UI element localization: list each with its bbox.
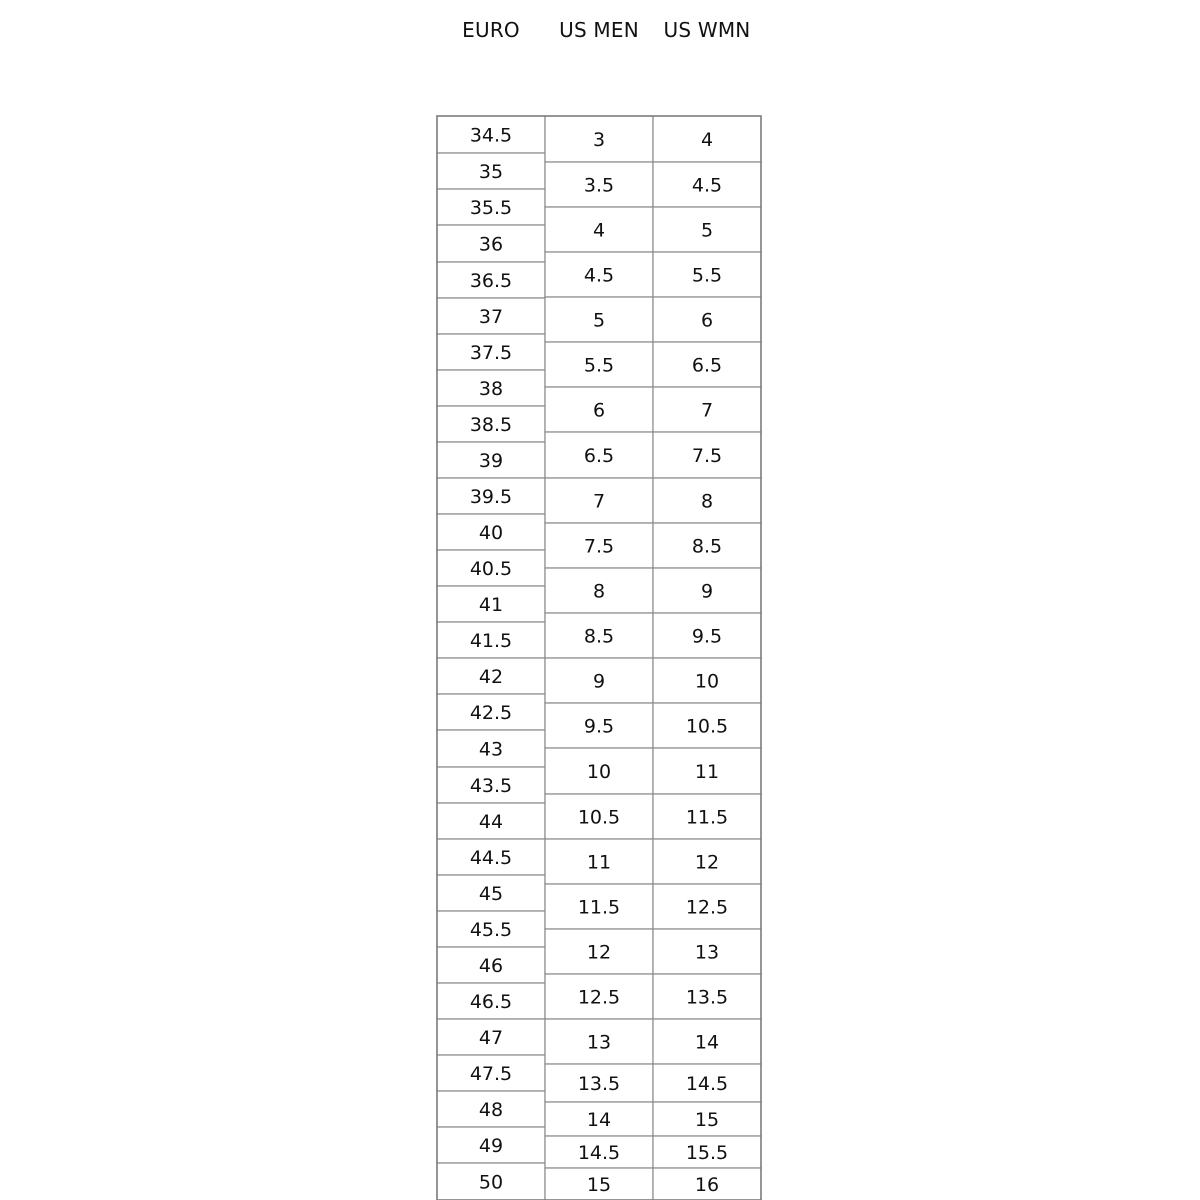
us-wmn-size-value: 15: [694, 1109, 720, 1131]
us-wmn-size-value: 10.5: [685, 715, 729, 738]
us-men-size-value: 3: [592, 129, 606, 151]
euro-size-value: 44.5: [469, 847, 513, 869]
us-wmn-size-value: 6: [700, 309, 714, 332]
euro-size-value: 43: [478, 738, 504, 761]
us-wmn-size-value: 11.5: [685, 806, 729, 829]
euro-size-value: 45: [478, 883, 504, 905]
us-wmn-size-value: 7: [700, 399, 714, 422]
us-men-size-value: 8.5: [583, 625, 615, 648]
us-wmn-size-value: 5: [700, 219, 714, 242]
us-wmn-size-value: 10: [694, 670, 720, 693]
us-wmn-size-value: 11: [694, 761, 720, 783]
euro-size-value: 35.5: [469, 197, 513, 219]
us-wmn-size-value: 8: [700, 490, 714, 513]
us-men-size-value: 7: [592, 490, 606, 513]
header-us-men: US MEN: [559, 18, 639, 42]
euro-size-value: 37: [478, 306, 504, 328]
euro-size-value: 46.5: [469, 991, 513, 1013]
us-wmn-size-value: 6.5: [691, 354, 723, 377]
euro-size-value: 40.5: [469, 558, 513, 580]
us-men-size-value: 6: [592, 399, 606, 422]
us-men-size-value: 13.5: [577, 1073, 621, 1095]
header-us-wmn: US WMN: [663, 18, 751, 42]
us-wmn-size-value: 4.5: [691, 174, 723, 197]
euro-size-value: 42: [478, 666, 504, 688]
euro-size-value: 39.5: [469, 486, 513, 508]
us-men-size-value: 14.5: [577, 1142, 621, 1164]
euro-size-value: 46: [478, 955, 504, 977]
us-men-size-value: 4.5: [583, 264, 615, 287]
us-men-size-value: 15: [586, 1174, 612, 1196]
us-men-size-value: 12.5: [577, 986, 621, 1009]
us-men-size-value: 10.5: [577, 806, 621, 829]
euro-size-value: 38.5: [469, 414, 513, 436]
euro-size-value: 36.5: [469, 270, 513, 292]
us-wmn-size-value: 13.5: [685, 986, 729, 1009]
us-men-size-value: 9: [592, 670, 606, 693]
us-wmn-size-value: 13: [694, 941, 720, 964]
us-wmn-size-value: 12: [694, 851, 720, 874]
us-men-size-value: 5.5: [583, 354, 615, 377]
us-men-size-value: 4: [592, 219, 606, 242]
euro-size-value: 41.5: [469, 630, 513, 652]
us-men-size-value: 3.5: [583, 174, 615, 197]
us-wmn-size-value: 15.5: [685, 1142, 729, 1164]
us-men-size-value: 5: [592, 309, 606, 332]
us-wmn-size-value: 14.5: [685, 1073, 729, 1095]
euro-size-value: 35: [478, 161, 504, 183]
euro-size-value: 45.5: [469, 919, 513, 941]
euro-size-value: 37.5: [469, 342, 513, 364]
us-wmn-size-value: 9: [700, 580, 714, 603]
us-men-size-value: 8: [592, 580, 606, 603]
us-wmn-size-value: 7.5: [691, 445, 723, 467]
euro-size-value: 42.5: [469, 702, 513, 724]
us-wmn-size-value: 14: [694, 1031, 720, 1054]
us-men-size-value: 12: [586, 941, 612, 964]
euro-size-value: 38: [478, 378, 504, 400]
euro-size-value: 50: [478, 1171, 504, 1194]
euro-size-value: 36: [478, 233, 504, 256]
euro-size-value: 48: [478, 1099, 504, 1121]
euro-size-value: 49: [478, 1135, 504, 1157]
euro-size-value: 34.5: [469, 124, 513, 147]
euro-size-value: 41: [478, 594, 504, 616]
header-euro: EURO: [462, 18, 520, 42]
euro-size-value: 43.5: [469, 775, 513, 797]
us-men-size-value: 13: [586, 1031, 612, 1054]
us-wmn-size-value: 8.5: [691, 535, 723, 558]
us-men-size-value: 9.5: [583, 715, 615, 738]
us-wmn-size-value: 16: [694, 1174, 720, 1196]
us-wmn-size-value: 9.5: [691, 625, 723, 648]
us-wmn-size-value: 5.5: [691, 264, 723, 287]
euro-size-value: 47.5: [469, 1063, 513, 1085]
us-wmn-size-value: 12.5: [685, 896, 729, 919]
euro-size-value: 39: [478, 450, 504, 472]
us-men-size-value: 6.5: [583, 445, 615, 467]
us-men-size-value: 11: [586, 851, 612, 874]
us-men-size-value: 10: [586, 761, 612, 783]
euro-size-value: 47: [478, 1027, 504, 1049]
us-men-size-value: 7.5: [583, 535, 615, 558]
us-men-size-value: 11.5: [577, 896, 621, 919]
euro-size-value: 40: [478, 522, 504, 544]
us-men-size-value: 14: [586, 1109, 612, 1131]
us-wmn-size-value: 4: [700, 129, 714, 151]
euro-size-value: 44: [478, 811, 504, 833]
